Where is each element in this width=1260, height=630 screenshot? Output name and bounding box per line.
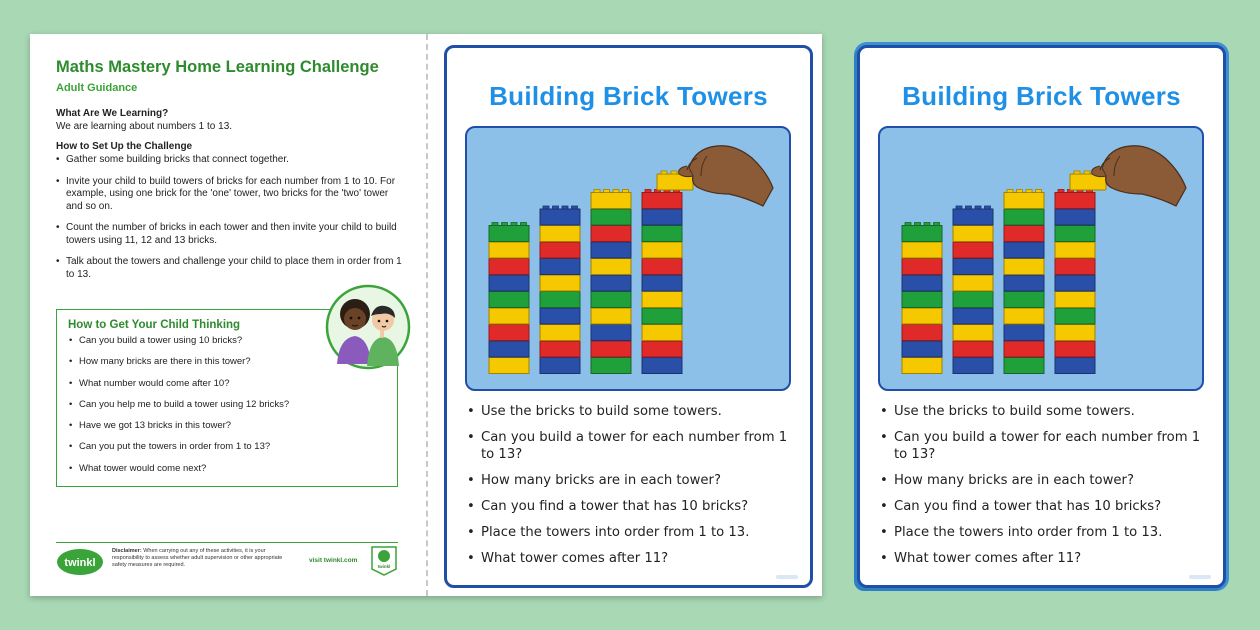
thinking-heading: How to Get Your Child Thinking bbox=[68, 319, 241, 331]
brick bbox=[591, 209, 631, 225]
brick-towers-svg bbox=[467, 128, 789, 389]
brick bbox=[642, 358, 682, 374]
card-title: Building Brick Towers bbox=[902, 81, 1181, 111]
guide-title: Maths Mastery Home Learning Challenge bbox=[56, 58, 379, 76]
brick bbox=[902, 308, 942, 324]
brick bbox=[540, 259, 580, 275]
brick bbox=[540, 325, 580, 341]
brick-stud bbox=[661, 171, 667, 174]
learning-text: We are learning about numbers 1 to 13. bbox=[56, 121, 233, 132]
brick-tower bbox=[642, 190, 682, 374]
card-bullet: • How many bricks are in each tower? bbox=[467, 472, 795, 489]
setup-step: • Talk about the towers and challenge your child to place them in order from 1 to 13. bbox=[56, 256, 402, 281]
brick-stud bbox=[604, 190, 610, 193]
brick bbox=[1004, 193, 1044, 209]
brick bbox=[489, 275, 529, 291]
card-bullet: • Use the bricks to build some towers. bbox=[467, 403, 795, 420]
quality-badge-icon bbox=[370, 545, 398, 577]
card-bullet: • Place the towers into order from 1 to 13. bbox=[467, 524, 795, 541]
brick bbox=[642, 259, 682, 275]
brick-tower bbox=[902, 223, 942, 374]
brick bbox=[489, 341, 529, 357]
setup-heading: How to Set Up the Challenge bbox=[56, 141, 193, 152]
brick bbox=[953, 226, 993, 242]
activity-card-1 bbox=[444, 45, 813, 588]
brick bbox=[1004, 259, 1044, 275]
brick bbox=[1055, 292, 1095, 308]
brick-stud bbox=[594, 190, 600, 193]
brick bbox=[642, 226, 682, 242]
thinking-children-illustration bbox=[325, 284, 411, 370]
brick bbox=[1055, 275, 1095, 291]
brick bbox=[953, 292, 993, 308]
brick-stud bbox=[543, 206, 549, 209]
brick-stud bbox=[1036, 190, 1042, 193]
brick bbox=[953, 358, 993, 374]
brick bbox=[642, 242, 682, 258]
brick bbox=[540, 341, 580, 357]
card-bullet: • What tower comes after 11? bbox=[880, 550, 1208, 567]
thinking-question: • Can you build a tower using 10 bricks? bbox=[69, 335, 397, 347]
brick bbox=[953, 259, 993, 275]
brick-stud bbox=[613, 190, 619, 193]
brick-tower bbox=[1055, 190, 1095, 374]
disclaimer bbox=[112, 548, 292, 569]
thinking-question: • Can you put the towers in order from 1 to 13? bbox=[69, 441, 397, 453]
brick bbox=[489, 292, 529, 308]
brick-stud bbox=[985, 206, 991, 209]
setup-step: • Count the number of bricks in each tower and then invite your child to build towers using 11, 12 and 13 bricks. bbox=[56, 222, 402, 247]
brick bbox=[953, 275, 993, 291]
brick bbox=[1004, 308, 1044, 324]
brick bbox=[902, 275, 942, 291]
brick-stud bbox=[623, 190, 629, 193]
brick bbox=[591, 259, 631, 275]
badge-text: twinkl bbox=[377, 564, 391, 569]
brick bbox=[1055, 358, 1095, 374]
brick-tower bbox=[953, 206, 993, 374]
brick bbox=[591, 358, 631, 374]
setup-step: • Invite your child to build towers of bricks for each number from 1 to 10. For example, using one brick for the 'one' tower, two bricks for the 'two' tower and so on. bbox=[56, 176, 402, 214]
brick bbox=[489, 308, 529, 324]
thinking-question: • Can you help me to build a tower using 12 bricks? bbox=[69, 399, 397, 411]
brick bbox=[591, 193, 631, 209]
twinkl-logo-text: twinkl bbox=[64, 557, 96, 569]
card-title: Building Brick Towers bbox=[489, 81, 768, 111]
brick-stud bbox=[521, 223, 527, 226]
fold-line bbox=[426, 34, 428, 596]
setup-steps-list bbox=[56, 154, 402, 281]
brick-stud bbox=[905, 223, 911, 226]
brick bbox=[1055, 193, 1095, 209]
brick-stud bbox=[1026, 190, 1032, 193]
brick-tower bbox=[591, 190, 631, 374]
brick-stud bbox=[924, 223, 930, 226]
learning-heading: What Are We Learning? bbox=[56, 108, 169, 119]
footer-divider bbox=[56, 542, 398, 543]
guide-subtitle: Adult Guidance bbox=[56, 82, 138, 94]
brick-stud bbox=[511, 223, 517, 226]
brick bbox=[540, 292, 580, 308]
brick bbox=[953, 341, 993, 357]
brick-stud bbox=[645, 190, 651, 193]
brick bbox=[540, 308, 580, 324]
brick-stud bbox=[502, 223, 508, 226]
brick-stud bbox=[1084, 171, 1090, 174]
card-bullet: • Use the bricks to build some towers. bbox=[880, 403, 1208, 420]
card-bullet: • What tower comes after 11? bbox=[467, 550, 795, 567]
brick bbox=[1055, 209, 1095, 225]
brick bbox=[642, 292, 682, 308]
brick-stud bbox=[915, 223, 921, 226]
brick-stud bbox=[934, 223, 940, 226]
brick bbox=[591, 325, 631, 341]
brick bbox=[591, 226, 631, 242]
card-bullet: • Can you build a tower for each number from 1 to 13? bbox=[467, 429, 795, 463]
brick bbox=[540, 242, 580, 258]
brick-stud bbox=[562, 206, 568, 209]
brick bbox=[902, 226, 942, 242]
thinking-question: • Have we got 13 bricks in this tower? bbox=[69, 420, 397, 432]
card-bullet-list bbox=[880, 403, 1208, 576]
brick bbox=[902, 358, 942, 374]
brick bbox=[1055, 325, 1095, 341]
brick bbox=[489, 259, 529, 275]
brick-stud bbox=[1074, 171, 1080, 174]
brick-tower bbox=[489, 223, 529, 374]
thinking-question: • What number would come after 10? bbox=[69, 378, 397, 390]
brick bbox=[642, 308, 682, 324]
brick bbox=[953, 209, 993, 225]
brick-stud bbox=[492, 223, 498, 226]
guidance-column bbox=[56, 58, 402, 290]
brick-stud bbox=[572, 206, 578, 209]
brick-tower bbox=[540, 206, 580, 374]
card-bullet: • Place the towers into order from 1 to 13. bbox=[880, 524, 1208, 541]
brick bbox=[1004, 358, 1044, 374]
disclaimer-text: When carrying out any of these activities, it is your responsibility to assess whether adult supervision or other appropriate safety measures are required. bbox=[112, 548, 283, 568]
twinkl-logo-icon bbox=[56, 548, 104, 576]
brick bbox=[1004, 242, 1044, 258]
brick bbox=[1004, 226, 1044, 242]
brick bbox=[1004, 275, 1044, 291]
brick bbox=[642, 209, 682, 225]
brick bbox=[540, 226, 580, 242]
thinking-question: • What tower would come next? bbox=[69, 463, 397, 475]
brick bbox=[642, 275, 682, 291]
brick bbox=[1055, 308, 1095, 324]
brick bbox=[902, 259, 942, 275]
brick bbox=[489, 358, 529, 374]
brick-stud bbox=[956, 206, 962, 209]
card-bullet: • Can you find a tower that has 10 bricks? bbox=[467, 498, 795, 515]
brick bbox=[489, 242, 529, 258]
card-bullet: • Can you find a tower that has 10 bricks? bbox=[880, 498, 1208, 515]
visit-link[interactable]: visit twinkl.com bbox=[309, 557, 358, 564]
card-bullet: • Can you build a tower for each number from 1 to 13? bbox=[880, 429, 1208, 463]
brick bbox=[1055, 226, 1095, 242]
brick-stud bbox=[1058, 190, 1064, 193]
brick bbox=[902, 341, 942, 357]
brick bbox=[591, 275, 631, 291]
brick bbox=[591, 242, 631, 258]
brick bbox=[540, 209, 580, 225]
brick-stud bbox=[1007, 190, 1013, 193]
setup-step: • Gather some building bricks that connect together. bbox=[56, 154, 402, 167]
brick bbox=[1004, 341, 1044, 357]
brick-stud bbox=[1017, 190, 1023, 193]
brick bbox=[953, 242, 993, 258]
brick-stud bbox=[671, 171, 677, 174]
activity-card-2 bbox=[857, 45, 1226, 588]
brick bbox=[902, 292, 942, 308]
brick-towers-illustration bbox=[878, 126, 1204, 391]
brick-towers-svg bbox=[880, 128, 1202, 389]
disclaimer-label: Disclaimer: bbox=[112, 548, 142, 554]
brick bbox=[1055, 242, 1095, 258]
brick bbox=[1055, 341, 1095, 357]
brick bbox=[489, 226, 529, 242]
brick bbox=[489, 325, 529, 341]
thinking-question: • How many bricks are there in this tower? bbox=[69, 356, 397, 368]
brick-towers-illustration bbox=[465, 126, 791, 391]
card-footer-mark bbox=[776, 575, 798, 579]
card-footer-mark bbox=[1189, 575, 1211, 579]
brick bbox=[1004, 209, 1044, 225]
brick bbox=[953, 325, 993, 341]
brick bbox=[642, 341, 682, 357]
hand-icon bbox=[689, 146, 773, 206]
card-bullet: • How many bricks are in each tower? bbox=[880, 472, 1208, 489]
brick-stud bbox=[553, 206, 559, 209]
brick bbox=[591, 292, 631, 308]
brick bbox=[540, 358, 580, 374]
brick bbox=[902, 242, 942, 258]
brick bbox=[642, 193, 682, 209]
brick bbox=[591, 341, 631, 357]
brick bbox=[1004, 325, 1044, 341]
card-bullet-list bbox=[467, 403, 795, 576]
brick bbox=[642, 325, 682, 341]
brick bbox=[1004, 292, 1044, 308]
brick-stud bbox=[975, 206, 981, 209]
hand-icon bbox=[1102, 146, 1186, 206]
brick bbox=[540, 275, 580, 291]
brick bbox=[902, 325, 942, 341]
brick-stud bbox=[966, 206, 972, 209]
brick bbox=[953, 308, 993, 324]
brick-tower bbox=[1004, 190, 1044, 374]
brick bbox=[591, 308, 631, 324]
brick bbox=[1055, 259, 1095, 275]
